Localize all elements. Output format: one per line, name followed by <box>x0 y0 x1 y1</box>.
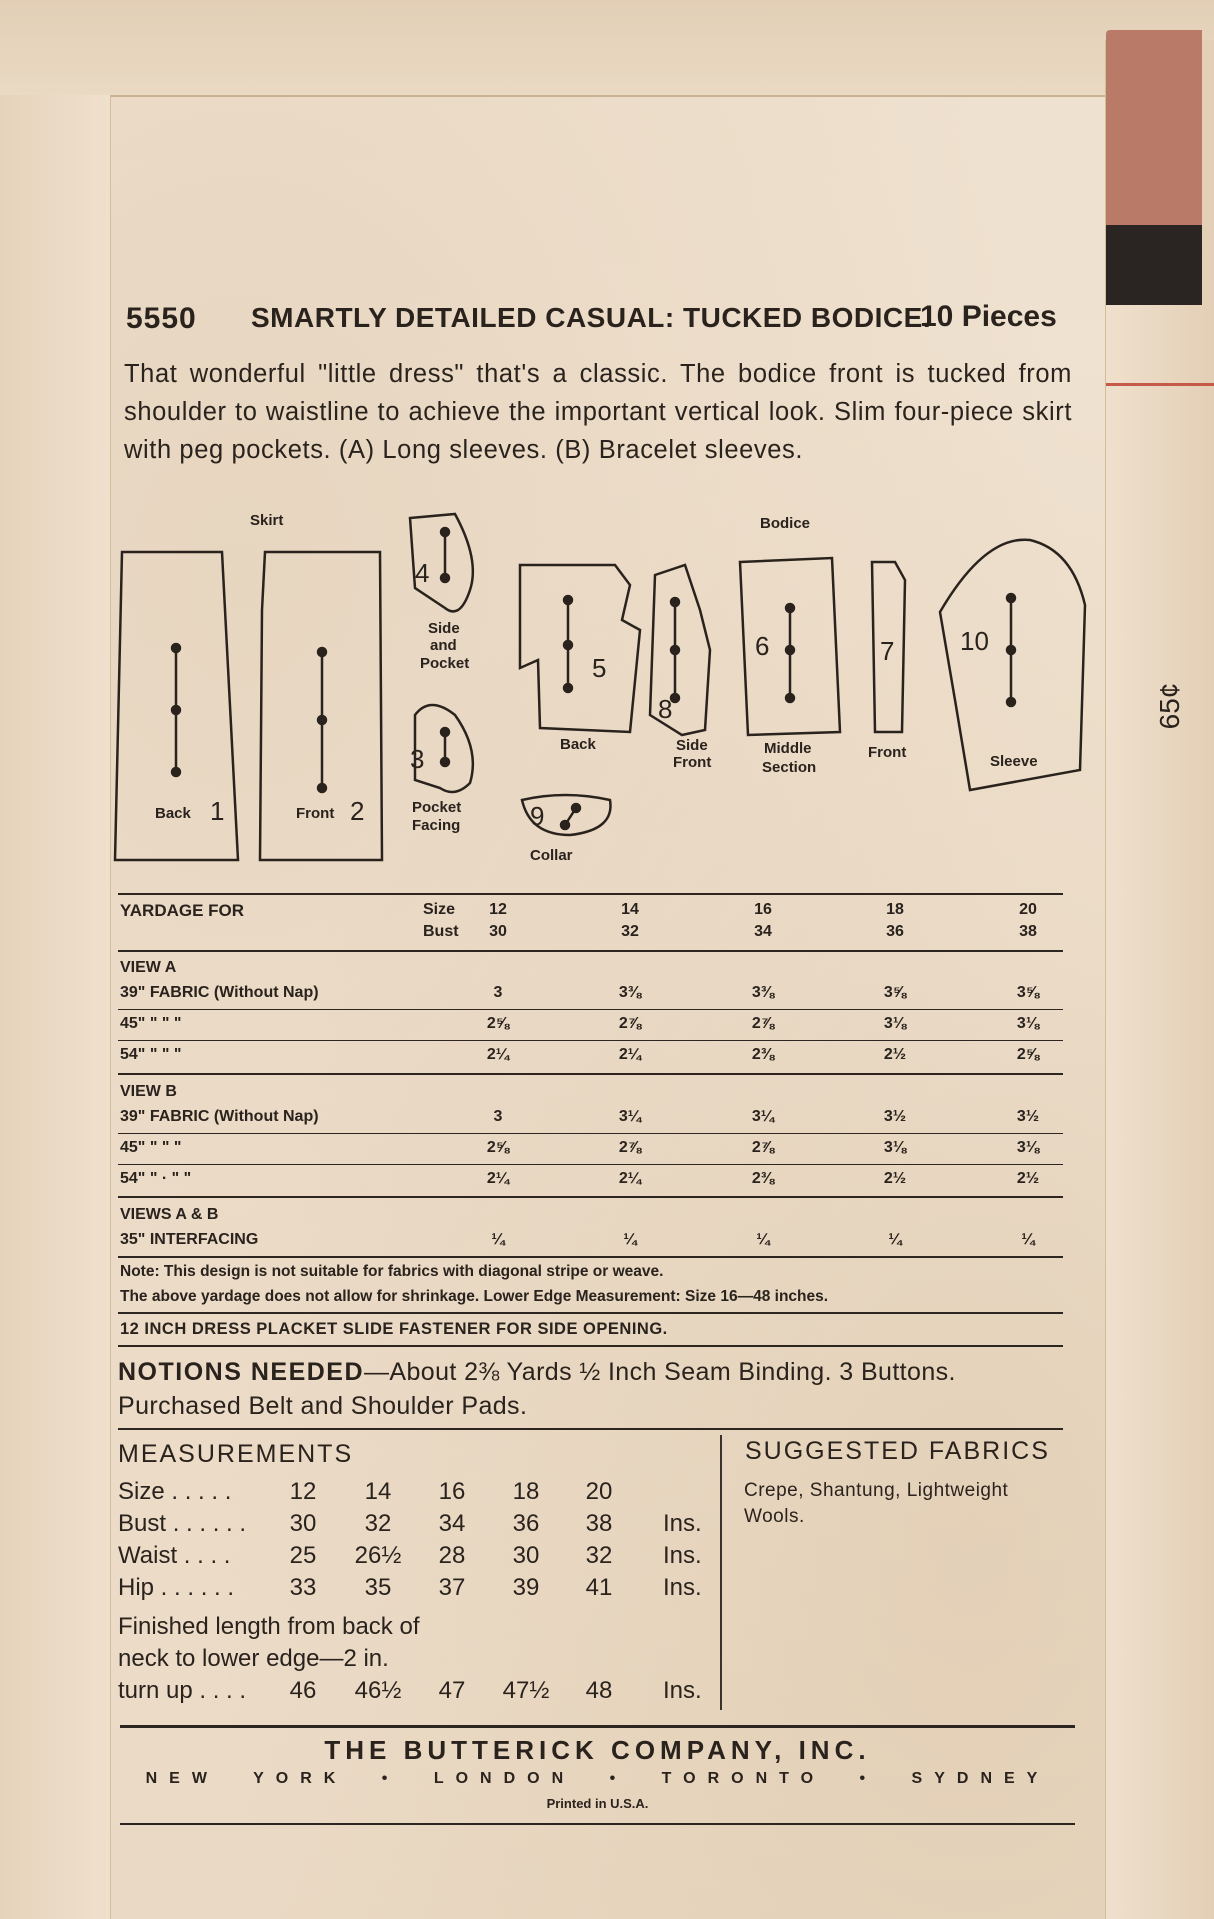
piece-3-label-line2: Facing <box>412 817 461 834</box>
size-header-label: Size <box>423 901 456 918</box>
piece-4-label-line3: Pocket <box>420 655 470 672</box>
table-row <box>118 1015 1063 1043</box>
yardage-title: YARDAGE FOR <box>120 901 245 920</box>
table-row <box>118 1231 1063 1259</box>
table-rule <box>118 893 1063 895</box>
pattern-pieces-diagram <box>110 500 1100 870</box>
price-tab-rule <box>1106 383 1214 386</box>
measurement-label: Size . . . . . <box>118 1478 232 1505</box>
table-rule <box>118 1256 1063 1258</box>
column-divider <box>720 1435 722 1710</box>
piece-1-number: 1 <box>210 796 225 826</box>
table-rule <box>118 1073 1063 1075</box>
piece-6-label-line2: Section <box>762 759 817 776</box>
view-a-label: VIEW A <box>120 959 177 976</box>
piece-4-label-line1: Side <box>428 620 460 637</box>
measurement-label: Bust . . . . . . <box>118 1510 247 1537</box>
envelope-top-flap <box>0 0 1214 97</box>
pattern-description: That wonderful "little dress" that's a classic. The bodice front is tucked from shoulder to waistline to achieve the important vertical look. Slim four-piece skirt with peg pockets. (A) Long sleeves. (B) Bracelet sleeves. <box>124 360 1072 464</box>
table-row <box>118 1170 1063 1198</box>
table-rule <box>118 1164 1063 1165</box>
yardage-cell: ¼ <box>756 1231 770 1248</box>
piece-9-label: Collar <box>530 847 573 864</box>
finished-length-line-1: Finished length from back of <box>118 1613 420 1640</box>
measurement-unit: Ins. <box>663 1542 702 1569</box>
measurement-cell: 26½ <box>354 1542 402 1569</box>
piece-10-number: 10 <box>960 626 989 656</box>
piece-10-label: Sleeve <box>990 753 1038 770</box>
finished-length-line-2: neck to lower edge—2 in. <box>118 1645 389 1672</box>
measurement-cell: 37 <box>438 1574 466 1601</box>
table-rule <box>118 1009 1063 1010</box>
piece-9-number: 9 <box>530 801 545 831</box>
table-row <box>118 1046 1063 1074</box>
fabric-label: 35" INTERFACING <box>120 1231 259 1248</box>
yardage-cell: 3⅛ <box>883 1139 907 1156</box>
measurement-cell: 30 <box>512 1542 540 1569</box>
measurement-cell: 25 <box>289 1542 317 1569</box>
yardage-cell: 3⅝ <box>1016 984 1040 1001</box>
measurement-cell: 41 <box>585 1574 613 1601</box>
company-name: THE BUTTERICK COMPANY, INC. <box>324 1735 871 1765</box>
table-rule <box>118 950 1063 952</box>
measurement-label: Hip . . . . . . <box>118 1574 235 1601</box>
yardage-cell: 2⅜ <box>751 1046 775 1063</box>
yardage-cell: ¼ <box>888 1231 902 1248</box>
measurement-label: Waist . . . . <box>118 1542 231 1569</box>
envelope-left-flap <box>0 95 111 1919</box>
notions-heading: NOTIONS NEEDED <box>118 1358 365 1386</box>
yardage-cell: 3¼ <box>751 1108 775 1125</box>
measurements-heading: MEASUREMENTS <box>118 1440 354 1468</box>
fabric-label: 39" FABRIC (Without Nap) <box>120 984 319 1001</box>
yardage-cell: 2¼ <box>486 1170 510 1187</box>
yardage-cell: 2¼ <box>618 1170 642 1187</box>
yardage-cell: ¼ <box>1021 1231 1035 1248</box>
pattern-title: SMARTLY DETAILED CASUAL: TUCKED BODICE. <box>251 302 932 333</box>
piece-7-label: Front <box>868 744 907 761</box>
bust-cell: 34 <box>754 923 772 940</box>
pattern-number: 5550 <box>126 302 197 335</box>
measurement-cell: 14 <box>364 1478 392 1505</box>
piece-count: 10 Pieces <box>920 300 1057 333</box>
bust-header-row <box>118 923 1063 951</box>
section-rule <box>118 1428 1063 1430</box>
piece-3-label-line1: Pocket <box>412 799 462 816</box>
bust-cell: 32 <box>621 923 639 940</box>
yardage-cell: 2⅝ <box>486 1139 510 1156</box>
fabric-label: 45" " " " <box>120 1139 182 1156</box>
table-rule <box>118 1133 1063 1134</box>
measurement-label: turn up . . . . <box>118 1677 247 1704</box>
envelope-right-flap <box>1105 40 1214 1919</box>
yardage-cell: 2½ <box>1016 1170 1040 1187</box>
piece-2-number: 2 <box>350 796 365 826</box>
size-cell: 18 <box>886 901 904 918</box>
view-heading <box>118 959 1063 987</box>
suggested-fabrics-heading: SUGGESTED FABRICS <box>745 1437 1050 1465</box>
yardage-cell: 3 <box>493 984 503 1001</box>
piece-3-number: 3 <box>410 744 425 774</box>
placket-note: 12 INCH DRESS PLACKET SLIDE FASTENER FOR SIDE OPENING. <box>120 1320 668 1338</box>
view-heading <box>118 1083 1063 1111</box>
measurement-cell: 34 <box>438 1510 466 1537</box>
footer-rule <box>120 1823 1075 1825</box>
view-b-label: VIEW B <box>120 1083 177 1100</box>
yardage-cell: 2⅞ <box>751 1015 775 1032</box>
yardage-cell: 2½ <box>883 1170 907 1187</box>
yardage-cell: 2⅞ <box>751 1139 775 1156</box>
company-cities: NEW YORK • LONDON • TORONTO • SYDNEY <box>145 1770 1050 1787</box>
measurement-cell: 47½ <box>502 1677 550 1704</box>
yardage-cell: 3 <box>493 1108 503 1125</box>
measurement-unit: Ins. <box>663 1510 702 1537</box>
measurement-cell: 36 <box>512 1510 540 1537</box>
measurement-cell: 46 <box>289 1677 317 1704</box>
yardage-cell: 3⅛ <box>883 1015 907 1032</box>
yardage-cell: ¼ <box>491 1231 505 1248</box>
yardage-cell: 2⅝ <box>486 1015 510 1032</box>
measurement-cell: 48 <box>585 1677 613 1704</box>
group-label-skirt: Skirt <box>250 512 284 529</box>
table-row <box>118 984 1063 1012</box>
yardage-cell: 3⅛ <box>1016 1015 1040 1032</box>
yardage-cell: 3⅜ <box>618 984 642 1001</box>
table-rule <box>118 1196 1063 1198</box>
yardage-cell: 2⅞ <box>618 1139 642 1156</box>
bust-header-label: Bust <box>423 923 459 940</box>
yardage-cell: 2⅞ <box>618 1015 642 1032</box>
measurement-unit: Ins. <box>663 1574 702 1601</box>
yardage-cell: ¼ <box>623 1231 637 1248</box>
printed-in: Printed in U.S.A. <box>546 1796 649 1811</box>
yardage-cell: 3⅜ <box>751 984 775 1001</box>
measurement-cell: 46½ <box>354 1677 402 1704</box>
price-tab-black-band <box>1106 225 1202 305</box>
table-row <box>118 1108 1063 1136</box>
view-heading <box>118 1206 1063 1234</box>
fabric-label: 39" FABRIC (Without Nap) <box>120 1108 319 1125</box>
size-cell: 16 <box>754 901 772 918</box>
piece-8-label-line2: Front <box>673 754 712 771</box>
footer-rule <box>120 1725 1075 1728</box>
measurement-cell: 32 <box>585 1542 613 1569</box>
fabric-label: 45" " " " <box>120 1015 182 1032</box>
piece-5-bodice-back-outline <box>520 565 640 732</box>
yardage-cell: 3½ <box>883 1108 907 1125</box>
measurement-cell: 38 <box>585 1510 613 1537</box>
yardage-cell: 3⅛ <box>1016 1139 1040 1156</box>
notions-text: —About 2⅜ Yards ½ Inch Seam Binding. 3 Buttons. Purchased Belt and Shoulder Pads. <box>118 1358 956 1420</box>
yardage-note-1: Note: This design is not suitable for fabrics with diagonal stripe or weave. <box>120 1263 664 1280</box>
yardage-cell: 3½ <box>1016 1108 1040 1125</box>
piece-4-label-line2: and <box>430 637 457 654</box>
fabric-label: 54" " " " <box>120 1046 182 1063</box>
views-ab-label: VIEWS A & B <box>120 1206 219 1223</box>
table-rule <box>118 1312 1063 1314</box>
yardage-note-2: The above yardage does not allow for shrinkage. Lower Edge Measurement: Size 16—48 inches. <box>120 1288 829 1305</box>
piece-1-label: Back <box>155 805 191 822</box>
yardage-cell: 2¼ <box>486 1046 510 1063</box>
piece-8-label-line1: Side <box>676 737 708 754</box>
measurement-cell: 16 <box>438 1478 466 1505</box>
yardage-cell: 2⅜ <box>751 1170 775 1187</box>
piece-8-number: 8 <box>658 694 673 724</box>
group-label-bodice: Bodice <box>760 515 811 532</box>
measurement-cell: 33 <box>289 1574 317 1601</box>
yardage-cell: 2¼ <box>618 1046 642 1063</box>
measurement-cell: 35 <box>364 1574 392 1601</box>
table-rule <box>118 1345 1063 1347</box>
yardage-cell: 3¼ <box>618 1108 642 1125</box>
piece-6-label-line1: Middle <box>764 740 812 757</box>
measurement-cell: 18 <box>512 1478 540 1505</box>
piece-4-number: 4 <box>415 558 430 588</box>
measurement-cell: 39 <box>512 1574 540 1601</box>
table-row <box>118 1139 1063 1167</box>
bust-cell: 36 <box>886 923 904 940</box>
yardage-cell: 2⅝ <box>1016 1046 1040 1063</box>
measurement-cell: 47 <box>438 1677 466 1704</box>
notions-section <box>118 1355 1078 1423</box>
size-cell: 14 <box>621 901 639 918</box>
piece-5-number: 5 <box>592 653 607 683</box>
piece-7-number: 7 <box>880 636 895 666</box>
measurement-unit: Ins. <box>663 1677 702 1704</box>
size-cell: 20 <box>1019 901 1037 918</box>
measurement-cell: 20 <box>585 1478 613 1505</box>
yardage-cell: 2½ <box>883 1046 907 1063</box>
price-tab-red-band <box>1106 30 1202 225</box>
piece-5-label: Back <box>560 736 596 753</box>
piece-2-label: Front <box>296 805 335 822</box>
yardage-cell: 3⅝ <box>883 984 907 1001</box>
measurement-cell: 32 <box>364 1510 392 1537</box>
bust-cell: 38 <box>1019 923 1037 940</box>
measurement-cell: 30 <box>289 1510 317 1537</box>
table-rule <box>118 1040 1063 1041</box>
size-cell: 12 <box>489 901 507 918</box>
price-label: 65¢ <box>1154 682 1185 730</box>
piece-6-number: 6 <box>755 631 770 661</box>
suggested-fabrics-list: Crepe, Shantung, Lightweight Wools. <box>744 1480 1009 1527</box>
fabric-label: 54" " · " " <box>120 1170 192 1187</box>
measurement-cell: 28 <box>438 1542 466 1569</box>
measurement-cell: 12 <box>289 1478 317 1505</box>
bust-cell: 30 <box>489 923 507 940</box>
